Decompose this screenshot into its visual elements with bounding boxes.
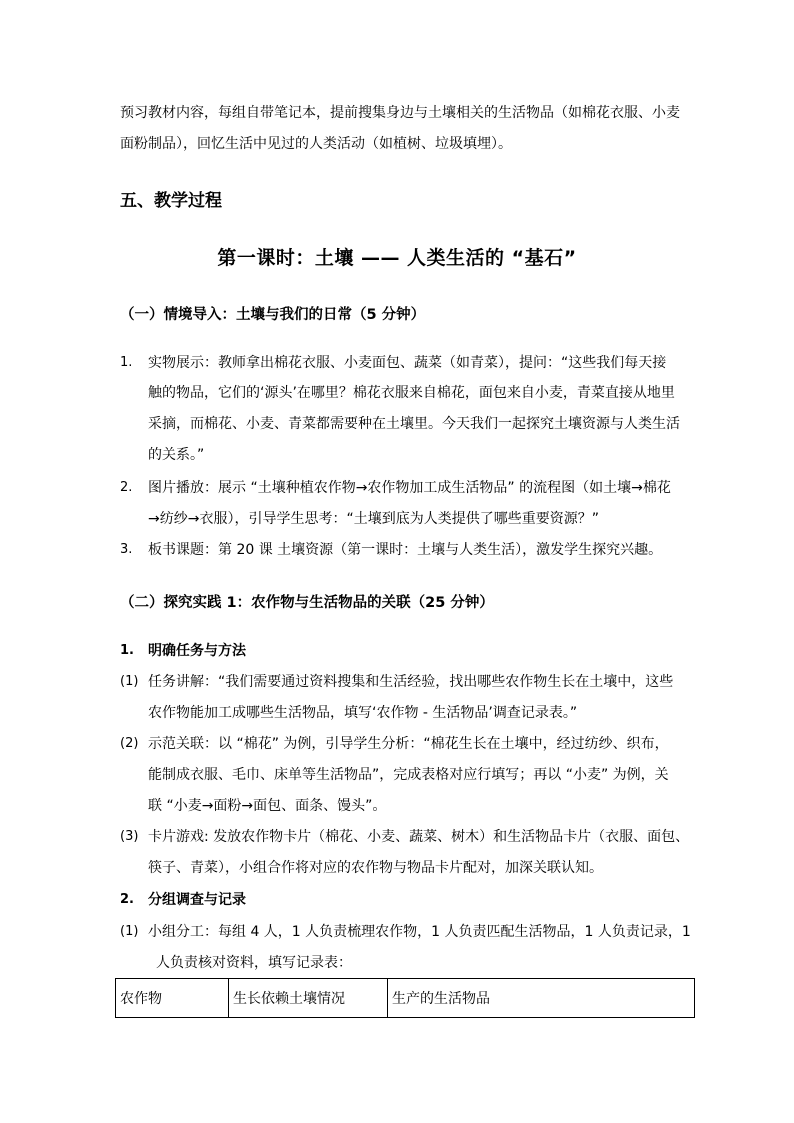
list-item-line: 的关系。” [148,447,205,463]
list-item-line: 小组分工：每组 4 人，1 人负责梳理农作物，1 人负责匹配生活物品，1 人负责记录，1 [148,924,691,940]
prep-line-2: 面粉制品），回忆生活中见过的人类活动（如植树、垃圾填埋）。 [120,136,512,152]
prep-line-1: 预习教材内容，每组自带笔记本，提前搜集身边与土壤相关的生活物品（如棉花衣服、小麦 [120,105,680,121]
list-item-line: 示范关联：以 “棉花” 为例，引导学生分析：“棉花生长在土壤中，经过纺纱、织布， [148,736,669,752]
list-item-line: 采摘，而棉花、小麦、青菜都需要种在土壤里。今天我们一起探究土壤资源与人类生活 [148,416,680,432]
part1-heading: （一）情境导入：土壤与我们的日常（5 分钟） [120,307,426,323]
list-item-line: 联 “小麦→面粉→面包、面条、馒头”。 [148,798,387,814]
list-number: 2. [120,480,133,495]
list-item-line: 实物展示：教师拿出棉花衣服、小麦面包、蔬菜（如青菜），提问：“这些我们每天接 [148,355,667,371]
part2-heading: （二）探究实践 1：农作物与生活物品的关联（25 分钟） [120,595,494,611]
list-item-line: 农作物能加工成哪些生活物品，填写‘农作物 - 生活物品’调查记录表。” [148,705,578,721]
list-item-line: 图片播放：展示 “土壤种植农作物→农作物加工成生活物品” 的流程图（如土壤→棉花 [148,480,671,496]
list-item-line: 触的物品，它们的‘源头’在哪里？棉花衣服来自棉花，面包来自小麦，青菜直接从地里 [148,385,675,401]
list-item-line: 任务讲解：“我们需要通过资料搜集和生活经验，找出哪些农作物生长在土壤中，这些 [148,674,674,690]
subsection-number: 1. [120,643,134,658]
list-item-line: 能制成衣服、毛巾、床单等生活物品”，完成表格对应行填写；再以 “小麦” 为例，关 [148,767,669,783]
table-header-cell: 农作物 [116,979,229,1018]
lesson-title: 第一课时：土壤 —— 人类生活的 “基石” [217,247,577,269]
table-header-cell: 生长依赖土壤情况 [229,979,388,1018]
record-table [115,978,695,1018]
list-item-line: 板书课题：第 20 课 土壤资源（第一课时：土壤与人类生活），激发学生探究兴趣。 [148,542,663,558]
subsection-title: 分组调查与记录 [148,892,246,908]
subsection-title: 明确任务与方法 [148,643,246,659]
list-number: 3. [120,542,133,557]
list-number: 1. [120,355,133,370]
list-number: (1) [120,924,139,939]
list-item-line: 筷子、青菜），小组合作将对应的农作物与物品卡片配对，加深关联认知。 [148,860,603,876]
section-heading: 五、教学过程 [120,191,222,211]
list-number: (3) [120,829,139,844]
list-item-line: →纺纱→衣服），引导学生思考：“土壤到底为人类提供了哪些重要资源？” [148,511,599,527]
table-header-row [116,979,695,1018]
list-item-line: 人负责核对资料，填写记录表： [156,955,352,971]
list-number: (2) [120,736,139,751]
list-item-line: 卡片游戏: 发放农作物卡片（棉花、小麦、蔬菜、树木）和生活物品卡片（衣服、面包、 [148,829,690,845]
table-header-cell: 生产的生活物品 [388,979,695,1018]
list-number: (1) [120,674,139,689]
subsection-number: 2. [120,892,134,907]
